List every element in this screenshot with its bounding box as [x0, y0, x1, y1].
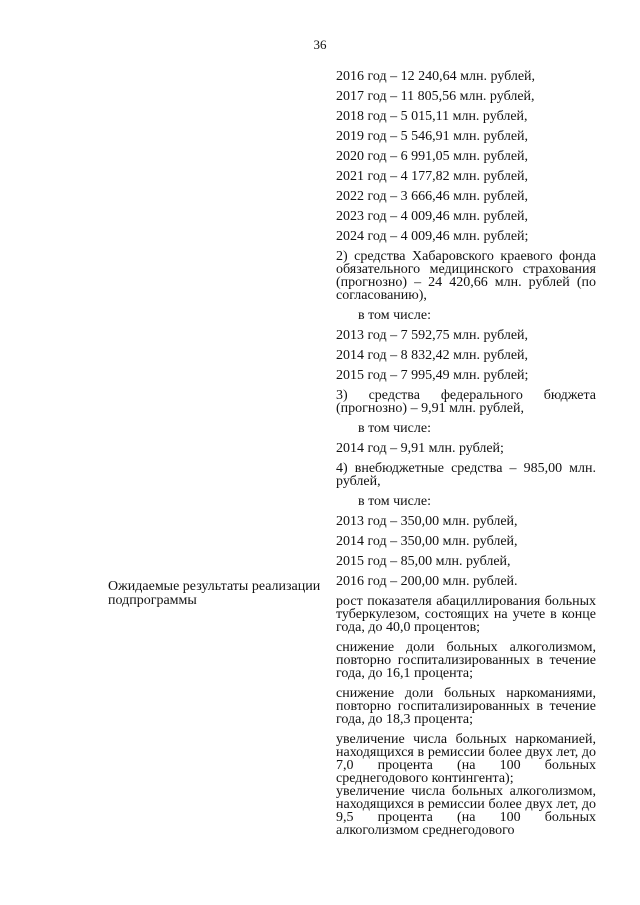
funding-source-paragraph: 2) средства Хабаровского краевого фонда обязательного медицинского страхования (прогнозно) – 24 420,66 млн. рублей (по согласованию),: [336, 249, 596, 303]
funding-source-paragraph: 3) средства федерального бюджета (прогнозно) – 9,91 млн. рублей,: [336, 388, 596, 416]
year-line: 2022 год – 3 666,46 млн. рублей,: [336, 189, 529, 204]
funding-source-paragraph: 4) внебюджетные средства – 985,00 млн. рублей,: [336, 461, 596, 489]
page-number: 36: [313, 37, 327, 52]
year-line: 2021 год – 4 177,82 млн. рублей,: [336, 169, 529, 184]
result-item: рост показателя абациллирования больных туберкулезом, состоящих на учете в конце года, до 40,0 процентов;: [336, 594, 596, 635]
year-line: 2016 год – 12 240,64 млн. рублей,: [336, 69, 536, 84]
including-label: в том числе:: [358, 421, 431, 436]
result-item: снижение доли больных наркоманиями, повторно госпитализированных в течение года, до 18,3 процента;: [336, 686, 596, 727]
year-line: 2013 год – 350,00 млн. рублей,: [336, 514, 518, 529]
year-line: 2024 год – 4 009,46 млн. рублей;: [336, 229, 529, 244]
section-label-expected-results: Ожидаемые результаты реализации подпрограммы: [108, 579, 321, 608]
year-line: 2019 год – 5 546,91 млн. рублей,: [336, 129, 529, 144]
year-line: 2017 год – 11 805,56 млн. рублей,: [336, 89, 535, 104]
year-line: 2014 год – 9,91 млн. рублей;: [336, 441, 504, 456]
result-item: увеличение числа больных алкоголизмом, находящихся в ремиссии более двух лет, до 9,5 процента (на 100 больных алкоголизмом среднегодового: [336, 784, 596, 838]
result-item: увеличение числа больных наркоманией, находящихся в ремиссии более двух лет, до 7,0 процента (на 100 больных среднегодового контингента);: [336, 732, 596, 786]
including-label: в том числе:: [358, 308, 431, 323]
year-line: 2016 год – 200,00 млн. рублей.: [336, 574, 518, 589]
year-line: 2013 год – 7 592,75 млн. рублей,: [336, 328, 529, 343]
year-line: 2018 год – 5 015,11 млн. рублей,: [336, 109, 528, 124]
including-label: в том числе:: [358, 494, 431, 509]
year-line: 2014 год – 350,00 млн. рублей,: [336, 534, 518, 549]
year-line: 2015 год – 7 995,49 млн. рублей;: [336, 368, 529, 383]
financing-and-results-column: [336, 70, 596, 837]
year-line: 2020 год – 6 991,05 млн. рублей,: [336, 149, 529, 164]
result-item: снижение доли больных алкоголизмом, повторно госпитализированных в течение года, до 16,1 процента;: [336, 640, 596, 681]
year-line: 2015 год – 85,00 млн. рублей,: [336, 554, 511, 569]
year-line: 2023 год – 4 009,46 млн. рублей,: [336, 209, 529, 224]
year-line: 2014 год – 8 832,42 млн. рублей,: [336, 348, 529, 363]
